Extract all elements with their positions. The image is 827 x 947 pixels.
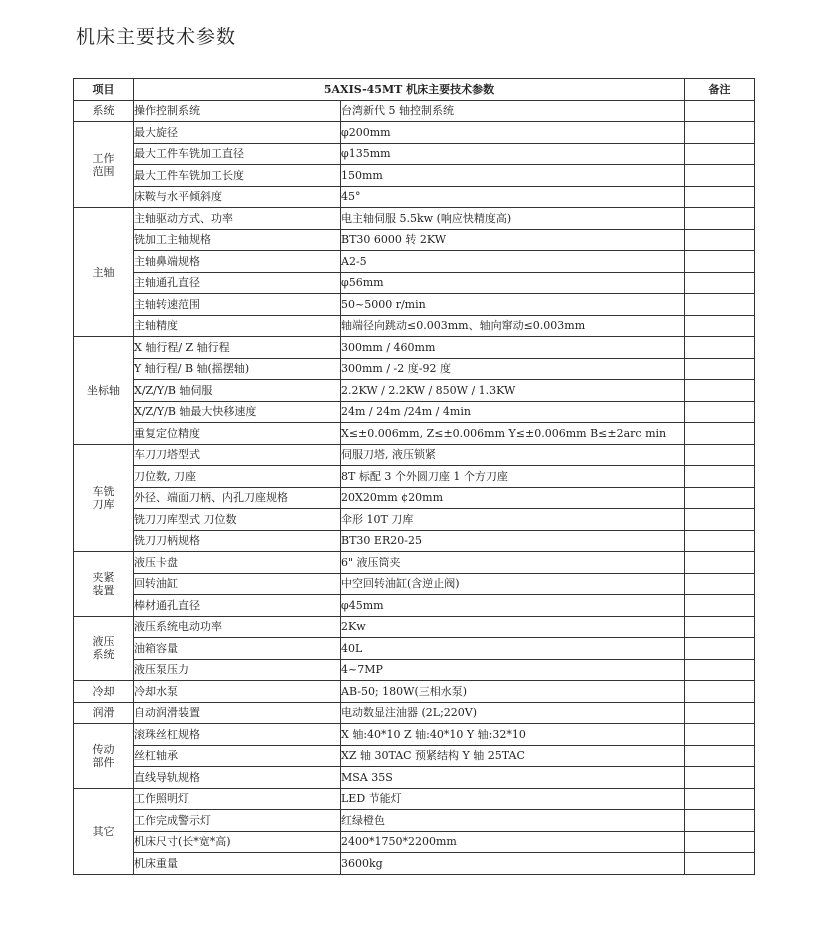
- param-name-cell: 油箱容量: [134, 638, 341, 660]
- table-row: [74, 638, 755, 660]
- note-cell: [685, 380, 755, 402]
- table-row: [74, 509, 755, 531]
- param-name-cell: X/Z/Y/B 轴最大快移速度: [134, 401, 341, 423]
- param-name-cell: 铣加工主轴规格: [134, 229, 341, 251]
- param-name-cell: 床鞍与水平倾斜度: [134, 186, 341, 208]
- note-cell: [685, 444, 755, 466]
- param-name-cell: 工作完成警示灯: [134, 810, 341, 832]
- param-value-cell: 45°: [341, 186, 685, 208]
- table-row: [74, 229, 755, 251]
- note-cell: [685, 530, 755, 552]
- param-name-cell: 棒材通孔直径: [134, 595, 341, 617]
- note-cell: [685, 165, 755, 187]
- param-value-cell: BT30 ER20-25: [341, 530, 685, 552]
- note-cell: [685, 702, 755, 724]
- param-value-cell: 6" 液压筒夹: [341, 552, 685, 574]
- table-row: [74, 853, 755, 875]
- param-value-cell: X≤±0.006mm, Z≤±0.006mm Y≤±0.006mm B≤±2arc min: [341, 423, 685, 445]
- param-name-cell: 车刀刀塔型式: [134, 444, 341, 466]
- note-cell: [685, 294, 755, 316]
- table-row: [74, 552, 755, 574]
- note-cell: [685, 466, 755, 488]
- table-row: [74, 294, 755, 316]
- category-label: 其它: [92, 824, 115, 838]
- param-name-cell: 直线导轨规格: [134, 767, 341, 789]
- param-value-cell: 中空回转油缸(含逆止阀): [341, 573, 685, 595]
- param-value-cell: 伞形 10T 刀库: [341, 509, 685, 531]
- table-row: [74, 810, 755, 832]
- param-value-cell: φ56mm: [341, 272, 685, 294]
- param-value-cell: BT30 6000 转 2KW: [341, 229, 685, 251]
- category-label: 系统: [92, 648, 115, 662]
- param-name-cell: Y 轴行程/ B 轴(摇摆轴): [134, 358, 341, 380]
- param-value-cell: 150mm: [341, 165, 685, 187]
- spec-table-body: [74, 100, 755, 874]
- note-cell: [685, 595, 755, 617]
- table-row: [74, 251, 755, 273]
- category-cell: [74, 724, 134, 789]
- param-value-cell: 红绿橙色: [341, 810, 685, 832]
- note-cell: [685, 659, 755, 681]
- category-label: 液压: [92, 635, 115, 649]
- param-value-cell: 电动数显注油器 (2L;220V): [341, 702, 685, 724]
- param-value-cell: 电主轴伺服 5.5kw (响应快精度高): [341, 208, 685, 230]
- param-value-cell: 2.2KW / 2.2KW / 850W / 1.3KW: [341, 380, 685, 402]
- param-value-cell: 50~5000 r/min: [341, 294, 685, 316]
- note-cell: [685, 208, 755, 230]
- document-title: 机床主要技术参数: [76, 26, 237, 48]
- category-label: 润滑: [92, 706, 115, 720]
- table-row: [74, 122, 755, 144]
- param-name-cell: 铣刀刀柄规格: [134, 530, 341, 552]
- table-row: [74, 659, 755, 681]
- param-value-cell: 台湾新代 5 轴控制系统: [341, 100, 685, 122]
- param-value-cell: φ45mm: [341, 595, 685, 617]
- category-label: 冷却: [92, 684, 115, 698]
- param-name-cell: 铣刀刀库型式 刀位数: [134, 509, 341, 531]
- param-name-cell: 重复定位精度: [134, 423, 341, 445]
- note-cell: [685, 143, 755, 165]
- param-name-cell: 自动润滑装置: [134, 702, 341, 724]
- param-value-cell: 4~7MP: [341, 659, 685, 681]
- category-cell: [74, 208, 134, 337]
- param-name-cell: 最大旋径: [134, 122, 341, 144]
- param-name-cell: 滚珠丝杠规格: [134, 724, 341, 746]
- table-row: [74, 165, 755, 187]
- param-value-cell: 2Kw: [341, 616, 685, 638]
- param-value-cell: LED 节能灯: [341, 788, 685, 810]
- param-name-cell: 主轴转速范围: [134, 294, 341, 316]
- note-cell: [685, 724, 755, 746]
- note-cell: [685, 831, 755, 853]
- note-cell: [685, 745, 755, 767]
- param-value-cell: 300mm / -2 度-92 度: [341, 358, 685, 380]
- param-value-cell: X 轴:40*10 Z 轴:40*10 Y 轴:32*10: [341, 724, 685, 746]
- table-row: [74, 767, 755, 789]
- param-name-cell: 工作照明灯: [134, 788, 341, 810]
- param-value-cell: φ200mm: [341, 122, 685, 144]
- param-name-cell: 操作控制系统: [134, 100, 341, 122]
- param-value-cell: 300mm / 460mm: [341, 337, 685, 359]
- param-name-cell: 机床重量: [134, 853, 341, 875]
- category-cell: [74, 100, 134, 122]
- param-value-cell: φ135mm: [341, 143, 685, 165]
- param-name-cell: 冷却水泵: [134, 681, 341, 703]
- param-value-cell: XZ 轴 30TAC 预紧结构 Y 轴 25TAC: [341, 745, 685, 767]
- category-cell: [74, 552, 134, 617]
- category-label: 坐标轴: [87, 383, 120, 397]
- category-label: 装置: [92, 583, 115, 597]
- param-name-cell: 最大工件车铣加工长度: [134, 165, 341, 187]
- param-value-cell: 20X20mm ¢20mm: [341, 487, 685, 509]
- table-row: [74, 724, 755, 746]
- note-cell: [685, 337, 755, 359]
- param-name-cell: 主轴通孔直径: [134, 272, 341, 294]
- table-row: [74, 380, 755, 402]
- table-row: [74, 423, 755, 445]
- param-value-cell: 24m / 24m /24m / 4min: [341, 401, 685, 423]
- param-name-cell: 外径、端面刀柄、内孔刀座规格: [134, 487, 341, 509]
- table-row: [74, 788, 755, 810]
- category-cell: [74, 681, 134, 703]
- param-name-cell: 机床尺寸(长*宽*高): [134, 831, 341, 853]
- table-row: [74, 444, 755, 466]
- category-label: 车铣: [92, 484, 115, 498]
- category-label: 刀库: [92, 497, 115, 511]
- param-value-cell: A2-5: [341, 251, 685, 273]
- category-cell: [74, 122, 134, 208]
- table-row: [74, 337, 755, 359]
- category-label: 夹紧: [92, 570, 115, 584]
- category-cell: [74, 444, 134, 552]
- note-cell: [685, 186, 755, 208]
- table-row: [74, 401, 755, 423]
- table-row: [74, 100, 755, 122]
- table-row: [74, 831, 755, 853]
- note-cell: [685, 122, 755, 144]
- category-label: 范围: [92, 164, 115, 178]
- table-row: [74, 186, 755, 208]
- table-row: [74, 595, 755, 617]
- param-value-cell: 3600kg: [341, 853, 685, 875]
- table-row: [74, 702, 755, 724]
- category-label: 系统: [92, 104, 115, 118]
- param-value-cell: 40L: [341, 638, 685, 660]
- note-cell: [685, 616, 755, 638]
- note-cell: [685, 853, 755, 875]
- param-value-cell: 轴端径向跳动≤0.003mm、轴向窜动≤0.003mm: [341, 315, 685, 337]
- param-value-cell: 8T 标配 3 个外圆刀座 1 个方刀座: [341, 466, 685, 488]
- table-header-row: [74, 79, 755, 101]
- note-cell: [685, 767, 755, 789]
- note-cell: [685, 251, 755, 273]
- table-row: [74, 358, 755, 380]
- param-value-cell: MSA 35S: [341, 767, 685, 789]
- table-row: [74, 272, 755, 294]
- table-row: [74, 573, 755, 595]
- param-name-cell: 主轴精度: [134, 315, 341, 337]
- category-label: 工作: [92, 151, 115, 165]
- category-cell: [74, 616, 134, 681]
- param-name-cell: X 轴行程/ Z 轴行程: [134, 337, 341, 359]
- param-name-cell: 最大工件车铣加工直径: [134, 143, 341, 165]
- param-name-cell: 刀位数, 刀座: [134, 466, 341, 488]
- table-row: [74, 681, 755, 703]
- note-cell: [685, 272, 755, 294]
- param-name-cell: 主轴鼻端规格: [134, 251, 341, 273]
- category-label: 主轴: [92, 265, 115, 279]
- note-cell: [685, 552, 755, 574]
- note-cell: [685, 358, 755, 380]
- table-row: [74, 487, 755, 509]
- param-name-cell: 液压泵压力: [134, 659, 341, 681]
- param-name-cell: 丝杠轴承: [134, 745, 341, 767]
- note-cell: [685, 100, 755, 122]
- header-item: 项目: [74, 79, 134, 101]
- note-cell: [685, 810, 755, 832]
- note-cell: [685, 638, 755, 660]
- param-name-cell: 液压系统电动功率: [134, 616, 341, 638]
- note-cell: [685, 423, 755, 445]
- param-value-cell: 伺服刀塔, 液压锁紧: [341, 444, 685, 466]
- category-cell: [74, 702, 134, 724]
- table-row: [74, 143, 755, 165]
- param-name-cell: X/Z/Y/B 轴伺服: [134, 380, 341, 402]
- category-cell: [74, 788, 134, 874]
- param-name-cell: 主轴驱动方式、功率: [134, 208, 341, 230]
- header-note: 备注: [685, 79, 755, 101]
- table-row: [74, 745, 755, 767]
- spec-table: [73, 78, 755, 875]
- note-cell: [685, 788, 755, 810]
- note-cell: [685, 681, 755, 703]
- note-cell: [685, 487, 755, 509]
- param-value-cell: AB-50; 180W(三相水泵): [341, 681, 685, 703]
- note-cell: [685, 401, 755, 423]
- category-label: 传动: [92, 742, 115, 756]
- table-row: [74, 208, 755, 230]
- table-row: [74, 530, 755, 552]
- note-cell: [685, 315, 755, 337]
- param-name-cell: 回转油缸: [134, 573, 341, 595]
- category-cell: [74, 337, 134, 445]
- category-label: 部件: [92, 755, 115, 769]
- note-cell: [685, 573, 755, 595]
- note-cell: [685, 229, 755, 251]
- table-row: [74, 616, 755, 638]
- table-row: [74, 466, 755, 488]
- param-name-cell: 液压卡盘: [134, 552, 341, 574]
- header-spec: 5AXIS-45MT 机床主要技术参数: [134, 79, 685, 101]
- param-value-cell: 2400*1750*2200mm: [341, 831, 685, 853]
- note-cell: [685, 509, 755, 531]
- table-row: [74, 315, 755, 337]
